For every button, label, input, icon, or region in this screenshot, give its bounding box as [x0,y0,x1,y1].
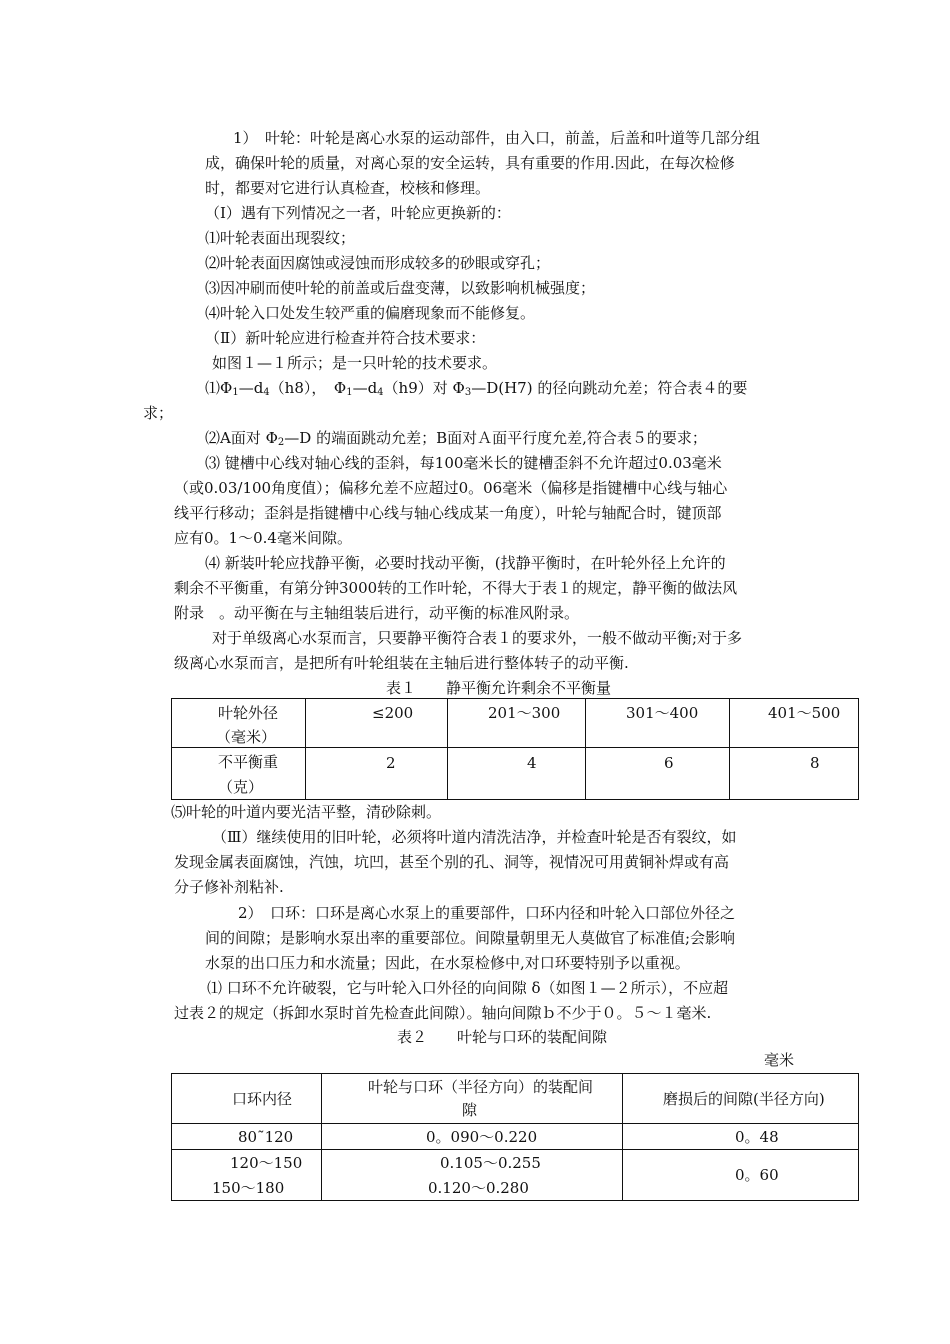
section-ii-req-1-cont: 求； [143,404,174,422]
table2-cell: 120～150 150～180 [172,1150,322,1201]
para-ring-line2: 间的间隙；是影响水泵出率的重要部位。间隙量朝里无人莫做官了标准值;会影响 [205,929,736,947]
table2-header-clearance: 叶轮与口环（半径方向）的装配间 隙 [322,1074,623,1124]
table2-cell: 80˜120 [172,1124,322,1150]
req-5: ⑸叶轮的叶道内要光洁平整，清砂除刺。 [171,803,442,821]
section-ii-req-4-line3: 附录 。动平衡在与主轴组装后进行，动平衡的标准风附录。 [174,604,580,622]
section-ii-req-1: $⑴\Phi_1—d_4(h8)$， $\Phi_1—d_4(h9)$对 $\Phi_3—D(H7)$ 的径向跳动允差；符合表４的要 [205,379,748,398]
table1-caption: 表１ 静平衡允许剩余不平衡量 [386,679,612,697]
table1-col-header: 201～300 [448,699,586,748]
table1-col-header: 301～400 [586,699,730,748]
table1-col-header: ≤200 [306,699,448,748]
table1-row-head-imbalance: 不平衡重 （克） [172,748,306,800]
section-i-item-3: ⑶因冲刷而使叶轮的前盖或后盘变薄，以致影响机械强度； [205,279,596,297]
table1-col-header: 401～500 [730,699,859,748]
section-ii-intro: 如图１—１所示；是一只叶轮的技术要求。 [212,354,498,372]
section-ii-req-3-line1: ⑶ 键槽中心线对轴心线的歪斜，每100毫米长的键槽歪斜不允许超过0.03毫米 [205,454,722,472]
section-iii-line2: 发现金属表面腐蚀，汽蚀，坑凹，甚至个别的孔、洞等，视情况可用黄铜补焊或有高 [174,853,730,871]
ring-req-line1: ⑴ 口环不允许破裂，它与叶轮入口外径的向间隙 δ（如图１—２所示），不应超 [207,979,729,997]
table2-header-inner-diameter: 口环内径 [172,1074,322,1124]
table2-unit: 毫米 [764,1051,795,1069]
section-i-heading: （Ⅰ）遇有下列情况之一者，叶轮应更换新的： [205,204,511,222]
section-ii-req-4-line2: 剩余不平衡重，有第分钟3000转的工作叶轮，不得大于表１的规定，静平衡的做法风 [174,579,738,597]
para-impeller-line2: 成，确保叶轮的质量，对离心泵的安全运转，具有重要的作用.因此，在每次检修 [205,154,735,172]
section-iii-line3: 分子修补剂粘补. [174,878,284,896]
section-i-item-1: ⑴叶轮表面出现裂纹； [205,229,356,247]
table2-cell: 0。48 [623,1124,859,1150]
section-ii-heading: （Ⅱ）新叶轮应进行检查并符合技术要求： [205,329,486,347]
table2-cell: 0。090～0.220 [322,1124,623,1150]
table1-cell: 4 [448,748,586,800]
table1-cell: 6 [586,748,730,800]
para-impeller-line3: 时，都要对它进行认真检查，校核和修理。 [205,179,491,197]
table1-row-head-diameter: 叶轮外径 （毫米） [172,699,306,748]
table2-cell: 0.105～0.255 0.120～0.280 [322,1150,623,1201]
table1 [171,698,859,800]
para-ring-line3: 水泵的出口压力和水流量；因此，在水泵检修中,对口环要特别予以重视。 [205,954,690,972]
section-i-item-4: ⑷叶轮入口处发生较严重的偏磨现象而不能修复。 [205,304,536,322]
section-ii-req-2: ⑵A面对 $\Phi_2—D$ 的端面跳动允差；B面对Ａ面平行度允差,符合表５的要求； [205,429,707,448]
section-ii-req-3-line3: 线平行移动；歪斜是指键槽中心线与轴心线成某一角度），叶轮与轴配合时，键顶部 [174,504,722,522]
balance-note-line2: 级离心水泵而言，是把所有叶轮组装在主轴后进行整体转子的动平衡. [174,654,629,672]
section-ii-req-3-line2: （或0.03/100角度值）；偏移允差不应超过0。06毫米（偏移是指键槽中心线与轴心 [174,479,728,497]
section-ii-req-3-line4: 应有0。1～0.4毫米间隙。 [174,529,352,547]
para-ring-line1: 2） 口环：口环是离心水泵上的重要部件，口环内径和叶轮入口部位外径之 [238,904,736,922]
section-ii-req-4-line1: ⑷ 新装叶轮应找静平衡，必要时找动平衡，(找静平衡时，在叶轮外径上允许的 [205,554,726,572]
section-i-item-2: ⑵叶轮表面因腐蚀或浸蚀而形成较多的砂眼或穿孔； [205,254,551,272]
table2-cell: 0。60 [623,1150,859,1201]
table2-header-worn-clearance: 磨损后的间隙(半径方向) [623,1074,859,1124]
table2 [171,1073,859,1201]
balance-note-line1: 对于单级离心水泵而言，只要静平衡符合表１的要求外，一般不做动平衡;对于多 [212,629,743,647]
table1-cell: 8 [730,748,859,800]
table1-cell: 2 [306,748,448,800]
table2-caption: 表２ 叶轮与口环的装配间隙 [397,1028,608,1046]
para-impeller-line1: 1） 叶轮：叶轮是离心水泵的运动部件，由入口，前盖，后盖和叶道等几部分组 [233,129,761,147]
ring-req-line2: 过表２的规定（拆卸水泵时首先检查此间隙）。轴向间隙ｂ不少于０。５～１毫米. [174,1004,712,1022]
section-iii-line1: （Ⅲ）继续使用的旧叶轮，必须将叶道内清洗洁净，并检查叶轮是否有裂纹，如 [212,828,737,846]
